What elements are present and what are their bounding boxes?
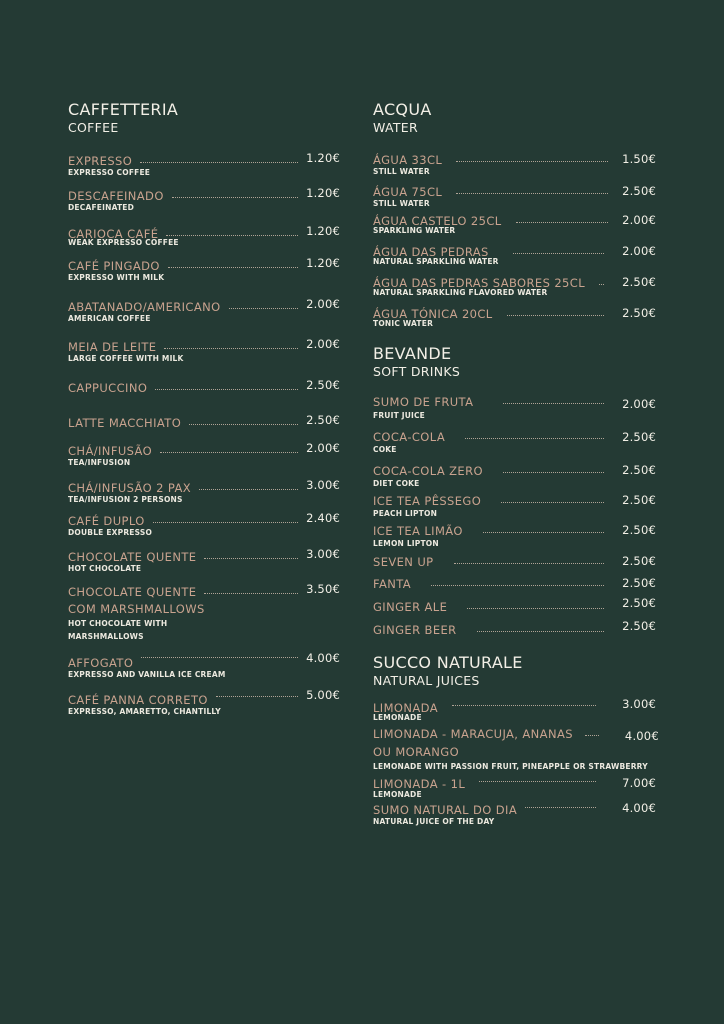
dot-leader <box>140 154 298 163</box>
item-description: EXPRESSO, AMARETTO, CHANTILLY <box>68 707 221 716</box>
dot-leader <box>168 259 298 268</box>
dot-leader <box>503 395 604 404</box>
menu-item-latte-macchiato <box>68 413 340 430</box>
dot-leader <box>452 697 596 706</box>
item-price: 2.50€ <box>622 619 656 633</box>
dot-leader <box>204 550 298 559</box>
item-description: COKE <box>373 445 397 454</box>
item-description: TEA/INFUSION <box>68 458 131 467</box>
item-price: 2.00€ <box>306 297 340 311</box>
dot-leader <box>585 727 599 736</box>
menu-item-ice-tea-pessego <box>373 494 656 519</box>
dot-leader <box>516 214 608 223</box>
item-name: CAPPUCCINO <box>68 381 148 395</box>
item-name: DESCAFEINADO <box>68 189 164 203</box>
item-name: ABATANADO/AMERICANO <box>68 300 221 314</box>
item-price: 2.40€ <box>306 511 340 525</box>
item-description: DIET COKE <box>373 479 420 488</box>
menu-item-coca-cola-zero <box>373 464 656 489</box>
item-price: 3.00€ <box>306 547 340 561</box>
item-name: CHÁ/INFUSÃO 2 PAX <box>68 481 192 495</box>
dot-leader <box>513 245 604 254</box>
item-name: GINGER BEER <box>373 623 457 637</box>
item-description: LEMONADE <box>373 713 422 722</box>
item-name: CHOCOLATE QUENTE <box>68 585 197 599</box>
item-description: FRUIT JUICE <box>373 411 426 420</box>
dot-leader <box>189 416 298 425</box>
item-description: DOUBLE EXPRESSO <box>68 528 153 537</box>
item-description: HOT CHOCOLATE <box>68 564 142 573</box>
item-price: 4.00€ <box>306 651 340 665</box>
item-price: 2.50€ <box>622 576 656 590</box>
menu-item-fanta <box>373 577 656 591</box>
section-title: ACQUA <box>373 100 432 119</box>
item-description: EXPRESSO AND VANILLA ICE CREAM <box>68 670 226 679</box>
item-price: 2.50€ <box>622 596 656 610</box>
item-price: 1.20€ <box>306 151 340 165</box>
item-name: AFFOGATO <box>68 656 134 670</box>
item-name-line2: OU MORANGO <box>373 745 460 759</box>
item-description: STILL WATER <box>373 199 430 208</box>
item-price: 1.20€ <box>306 186 340 200</box>
item-price: 2.50€ <box>622 275 656 289</box>
item-price: 1.20€ <box>306 256 340 270</box>
dot-leader <box>454 555 605 564</box>
item-name: LIMONADA - MARACUJA, ANANAS <box>373 727 573 741</box>
item-name: CAFÉ DUPLO <box>68 514 145 528</box>
menu-item-affogato <box>68 651 340 680</box>
item-description: LEMONADE <box>373 790 422 799</box>
item-price: 3.50€ <box>306 582 340 596</box>
item-price: 2.50€ <box>622 184 656 198</box>
item-description: LEMON LIPTON <box>373 539 439 548</box>
item-description: STILL WATER <box>373 167 430 176</box>
menu-item-cha-infusao-2-pax <box>68 478 340 505</box>
dot-leader <box>216 688 298 697</box>
item-name: CAFÉ PINGADO <box>68 259 160 273</box>
item-name: SUMO DE FRUTA <box>373 395 474 409</box>
item-name: LATTE MACCHIATO <box>68 416 182 430</box>
item-name: FANTA <box>373 577 412 591</box>
menu-item-cappuccino <box>68 378 340 395</box>
item-price: 2.50€ <box>622 306 656 320</box>
menu-item-ginger-beer <box>373 619 656 637</box>
menu-item-cafe-panna-correto <box>68 688 340 717</box>
dot-leader <box>456 185 608 194</box>
item-price: 3.00€ <box>306 478 340 492</box>
menu-item-sumo-de-fruta <box>373 395 656 421</box>
dot-leader <box>456 153 608 162</box>
item-name: SEVEN UP <box>373 555 434 569</box>
dot-leader <box>155 381 298 390</box>
item-description: DECAFEINATED <box>68 203 135 212</box>
menu-item-agua-tonica-20cl <box>373 307 656 329</box>
item-description: EXPRESSO WITH MILK <box>68 273 165 282</box>
dot-leader <box>160 444 298 453</box>
item-name: ÁGUA 33CL <box>373 153 443 167</box>
item-description: LARGE COFFEE WITH MILK <box>68 354 184 363</box>
item-name: ÁGUA DAS PEDRAS SABORES 25CL <box>373 276 585 290</box>
menu-item-abatanado-americano <box>68 297 340 324</box>
menu-item-cafe-duplo <box>68 511 340 538</box>
item-description: HOT CHOCOLATE WITH <box>68 619 168 628</box>
section-header-caffetteria <box>68 101 340 136</box>
menu-item-agua-75cl <box>373 185 656 209</box>
item-price: 4.00€ <box>624 729 659 743</box>
menu-item-carioca-cafe <box>68 224 340 248</box>
section-title: SUCCO NATURALE <box>373 653 523 672</box>
item-price: 2.50€ <box>622 430 656 444</box>
item-name: ICE TEA PÊSSEGO <box>373 494 482 508</box>
dot-leader <box>477 623 605 632</box>
menu-item-limonada-maracuja <box>373 727 659 772</box>
menu-item-expresso <box>68 151 340 178</box>
item-description: TONIC WATER <box>373 319 434 328</box>
menu-item-cafe-pingado <box>68 256 340 283</box>
item-name: ÁGUA 75CL <box>373 185 443 199</box>
dot-leader <box>229 300 298 309</box>
section-header-succo-naturale <box>373 654 656 689</box>
section-title: CAFFETTERIA <box>68 100 179 119</box>
item-price: 2.00€ <box>306 441 340 455</box>
item-description: NATURAL SPARKLING WATER <box>373 257 499 266</box>
dot-leader <box>172 189 298 198</box>
item-price: 2.00€ <box>622 397 656 411</box>
dot-leader <box>199 481 298 490</box>
item-name: CHÁ/INFUSÃO <box>68 444 153 458</box>
item-name: ÁGUA DAS PEDRAS <box>373 245 489 259</box>
item-price: 2.50€ <box>306 413 340 427</box>
menu-item-sumo-natural-do-dia <box>373 803 656 827</box>
item-price: 7.00€ <box>622 776 656 790</box>
menu-item-meia-de-leite <box>68 337 340 364</box>
dot-leader <box>507 307 604 316</box>
item-price: 4.00€ <box>622 801 656 815</box>
dot-leader <box>153 514 298 523</box>
dot-leader <box>483 524 604 533</box>
item-price: 2.00€ <box>306 337 340 351</box>
item-description: SPARKLING WATER <box>373 226 456 235</box>
menu-item-cha-infusao <box>68 441 340 468</box>
item-name: ÁGUA TÓNICA 20CL <box>373 307 493 321</box>
item-price: 2.00€ <box>622 244 656 258</box>
item-description: LEMONADE WITH PASSION FRUIT, PINEAPPLE OR STRAWBERRY <box>373 762 648 771</box>
item-price: 1.20€ <box>306 224 340 238</box>
dot-leader <box>467 600 604 609</box>
item-description: NATURAL JUICE OF THE DAY <box>373 817 495 826</box>
dot-leader <box>141 649 298 658</box>
item-description: NATURAL SPARKLING FLAVORED WATER <box>373 288 548 297</box>
menu-item-limonada <box>373 697 656 723</box>
item-name: LIMONADA - 1L <box>373 777 466 791</box>
dot-leader <box>465 430 604 439</box>
dot-leader <box>479 773 596 782</box>
dot-leader <box>164 340 298 349</box>
item-name: CARIOCA CAFÉ <box>68 227 159 241</box>
dot-leader <box>599 276 604 285</box>
item-description: PEACH LIPTON <box>373 509 438 518</box>
item-description: WEAK EXPRESSO COFFEE <box>68 238 179 247</box>
item-price: 2.50€ <box>622 463 656 477</box>
item-name-line2: COM MARSHMALLOWS <box>68 602 205 616</box>
item-price: 2.00€ <box>622 213 656 227</box>
menu-item-descafeinado <box>68 186 340 213</box>
item-name: MEIA DE LEITE <box>68 340 157 354</box>
dot-leader <box>503 464 604 473</box>
item-price: 2.50€ <box>622 523 656 537</box>
item-name: SUMO NATURAL DO DIA <box>373 803 518 817</box>
menu-item-coca-cola <box>373 430 656 455</box>
section-subtitle: SOFT DRINKS <box>373 364 461 379</box>
dot-leader <box>204 585 298 594</box>
section-title: BEVANDE <box>373 344 452 363</box>
section-subtitle: COFFEE <box>68 120 119 135</box>
item-description: EXPRESSO COFFEE <box>68 168 151 177</box>
item-price: 2.50€ <box>622 493 656 507</box>
section-header-acqua <box>373 101 656 136</box>
dot-leader <box>166 227 298 236</box>
section-header-bevande <box>373 345 656 380</box>
menu-item-chocolate-quente-marshmallows <box>68 582 340 643</box>
menu-item-agua-33cl <box>373 153 656 177</box>
item-name: ICE TEA LIMÃO <box>373 524 463 538</box>
item-name: COCA-COLA ZERO <box>373 464 483 478</box>
menu-item-agua-das-pedras <box>373 245 656 267</box>
item-name: LIMONADA <box>373 701 438 715</box>
dot-leader <box>525 799 596 808</box>
dot-leader <box>501 494 604 503</box>
item-name: GINGER ALE <box>373 600 448 614</box>
item-name: COCA-COLA <box>373 430 446 444</box>
menu-item-agua-castelo-25cl <box>373 214 656 236</box>
section-subtitle: NATURAL JUICES <box>373 673 480 688</box>
item-description: TEA/INFUSION 2 PERSONS <box>68 495 183 504</box>
item-price: 5.00€ <box>306 688 340 702</box>
section-subtitle: WATER <box>373 120 418 135</box>
item-price: 2.50€ <box>306 378 340 392</box>
menu-item-limonada-1l <box>373 777 656 800</box>
item-name: ÁGUA CASTELO 25CL <box>373 214 502 228</box>
dot-leader <box>431 577 604 586</box>
item-description: AMERICAN COFFEE <box>68 314 151 323</box>
menu-item-seven-up <box>373 555 656 569</box>
menu-item-agua-das-pedras-sabores <box>373 276 656 298</box>
item-name: CAFÉ PANNA CORRETO <box>68 693 208 707</box>
item-price: 1.50€ <box>622 152 656 166</box>
menu-item-chocolate-quente <box>68 547 340 574</box>
item-price: 2.50€ <box>622 554 656 568</box>
item-name: EXPRESSO <box>68 154 133 168</box>
item-name: CHOCOLATE QUENTE <box>68 550 197 564</box>
item-description-line2: MARSHMALLOWS <box>68 632 144 641</box>
menu-item-ginger-ale <box>373 596 656 614</box>
item-price: 3.00€ <box>622 697 656 711</box>
menu-item-ice-tea-limao <box>373 524 656 549</box>
